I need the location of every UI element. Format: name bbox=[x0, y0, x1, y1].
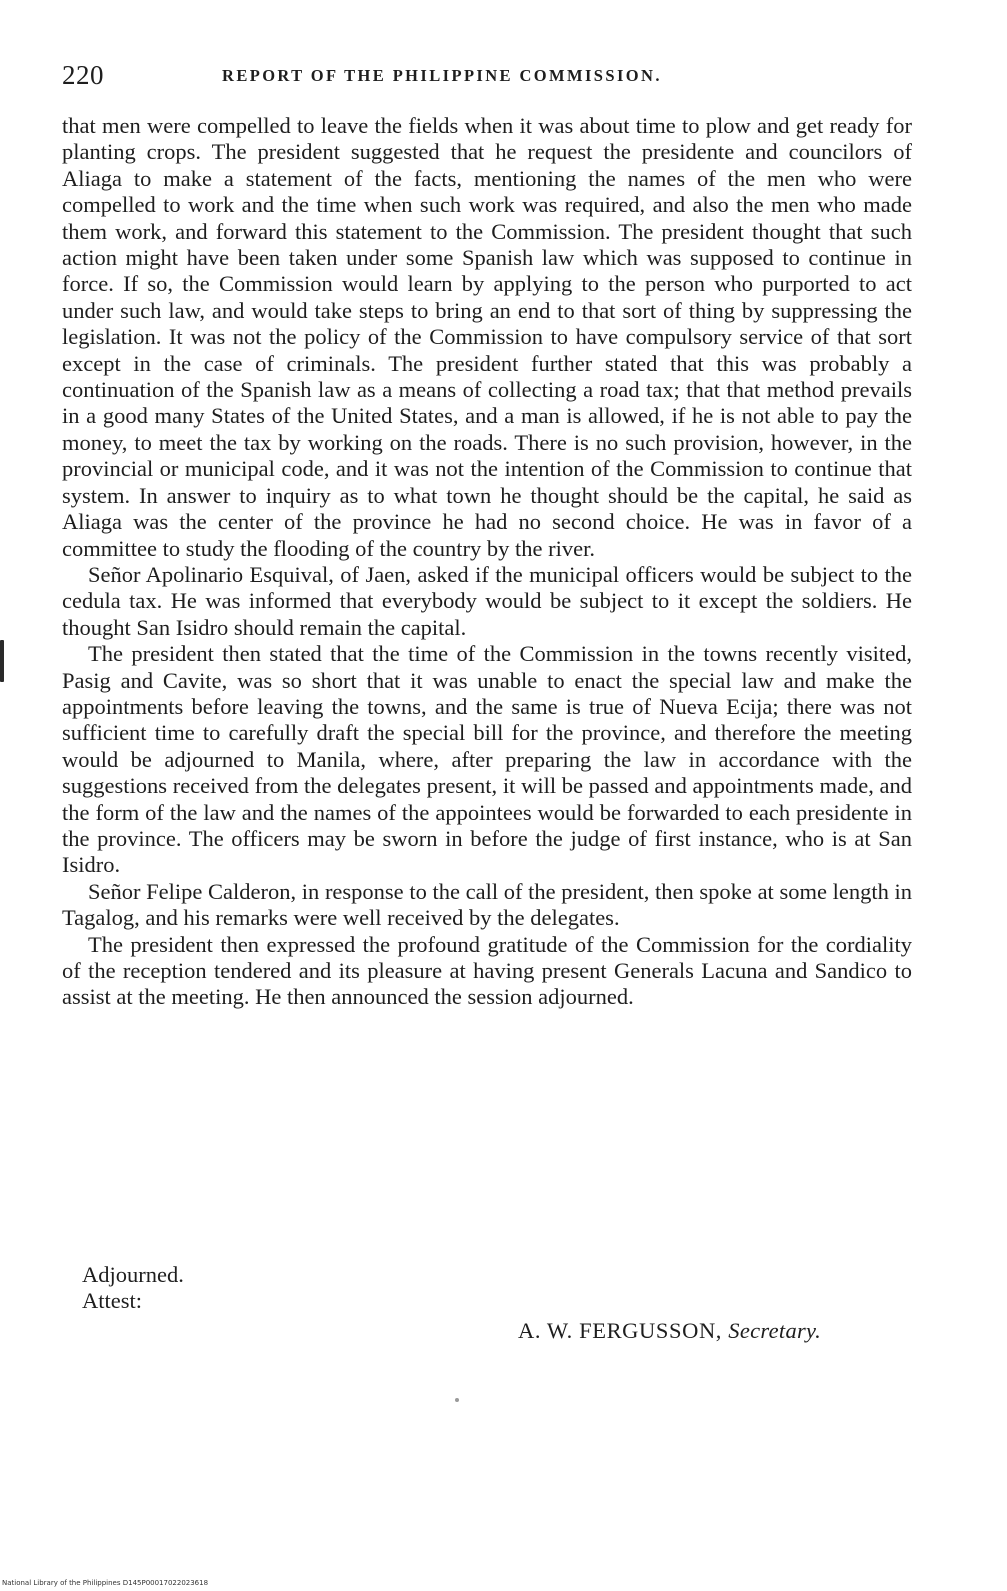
body-text bbox=[62, 113, 912, 1011]
attest-line: Attest: bbox=[82, 1288, 142, 1314]
paragraph-president-statement: The president then stated that the time of the Commission in the towns recently visited, Pasig and Cavite, was so short that it was unable to enact the special law and make the appointments before leaving the towns, and the same is true of Nueva Ecija; there was not sufficient time to carefully draft the special bill for the province, and therefore the meeting would be adjourned to Manila, where, after preparing the law in accordance with the suggestions received from the delegates present, it will be passed and appointments made, and the form of the law and the names of the appointees would be forwarded to each presidente in the province. The officers may be sworn in before the judge of first instance, who is at San Isidro. bbox=[62, 641, 912, 878]
closing-block bbox=[82, 1262, 184, 1315]
paragraph-esquival: Señor Apolinario Esquival, of Jaen, asked if the municipal officers would be subject to the cedula tax. He was informed that everybody would be subject to it except the soldiers. He thought San Isidro should remain the capital. bbox=[62, 561, 912, 640]
paragraph-calderon: Señor Felipe Calderon, in response to the call of the president, then spoke at some length in Tagalog, and his remarks were well received by the delegates. bbox=[62, 878, 912, 931]
scan-speck bbox=[455, 1398, 459, 1402]
running-head: REPORT OF THE PHILIPPINE COMMISSION. bbox=[222, 66, 662, 85]
adjourned-line: Adjourned. bbox=[82, 1262, 184, 1287]
paragraph-gratitude: The president then expressed the profound gratitude of the Commission for the cordiality of the reception tendered and its pleasure at having present Generals Lacuna and Sandico to assist at the meeting. He then announced the session adjourned. bbox=[62, 931, 912, 1010]
page-header bbox=[62, 60, 912, 100]
paragraph-continued: that men were compelled to leave the fields when it was about time to plow and get ready for planting crops. The president suggested that he request the presidente and councilors of Aliaga to make a statement of the facts, mentioning the names of the men who were compelled to work and the time when such work was required, and also the men who made them work, and forward this statement to the Commission. The president thought that such action might have been taken under some Spanish law which was supposed to continue in force. If so, the Commission would learn by applying to the person who purported to act under such law, and would take steps to bring an end to that sort of thing by suppressing the legislation. It was not the policy of the Commission to have compulsory service of that sort except in the case of criminals. The president further stated that this was probably a continuation of the Spanish law as a means of collecting a road tax; that that method prevails in a good many States of the United States, and a man is allowed, if he is not able to pay the money, to meet the tax by working on the roads. There is no such provision, however, in the provincial or municipal code, and it was not the intention of the Commission to continue that system. In answer to inquiry as to what town he thought should be the capital, he said as Aliaga was the center of the province he had no second choice. He was in favor of a committee to study the flooding of the country by the river. bbox=[62, 113, 912, 561]
footer-credit: National Library of the Philippines D145P00017022023618 bbox=[2, 1579, 209, 1587]
signature-name: A. W. FERGUSSON, bbox=[518, 1318, 723, 1343]
signature-title: Secretary. bbox=[728, 1318, 822, 1343]
page-number: 220 bbox=[62, 60, 104, 90]
scan-edge-mark bbox=[0, 640, 4, 682]
signature bbox=[518, 1318, 821, 1344]
